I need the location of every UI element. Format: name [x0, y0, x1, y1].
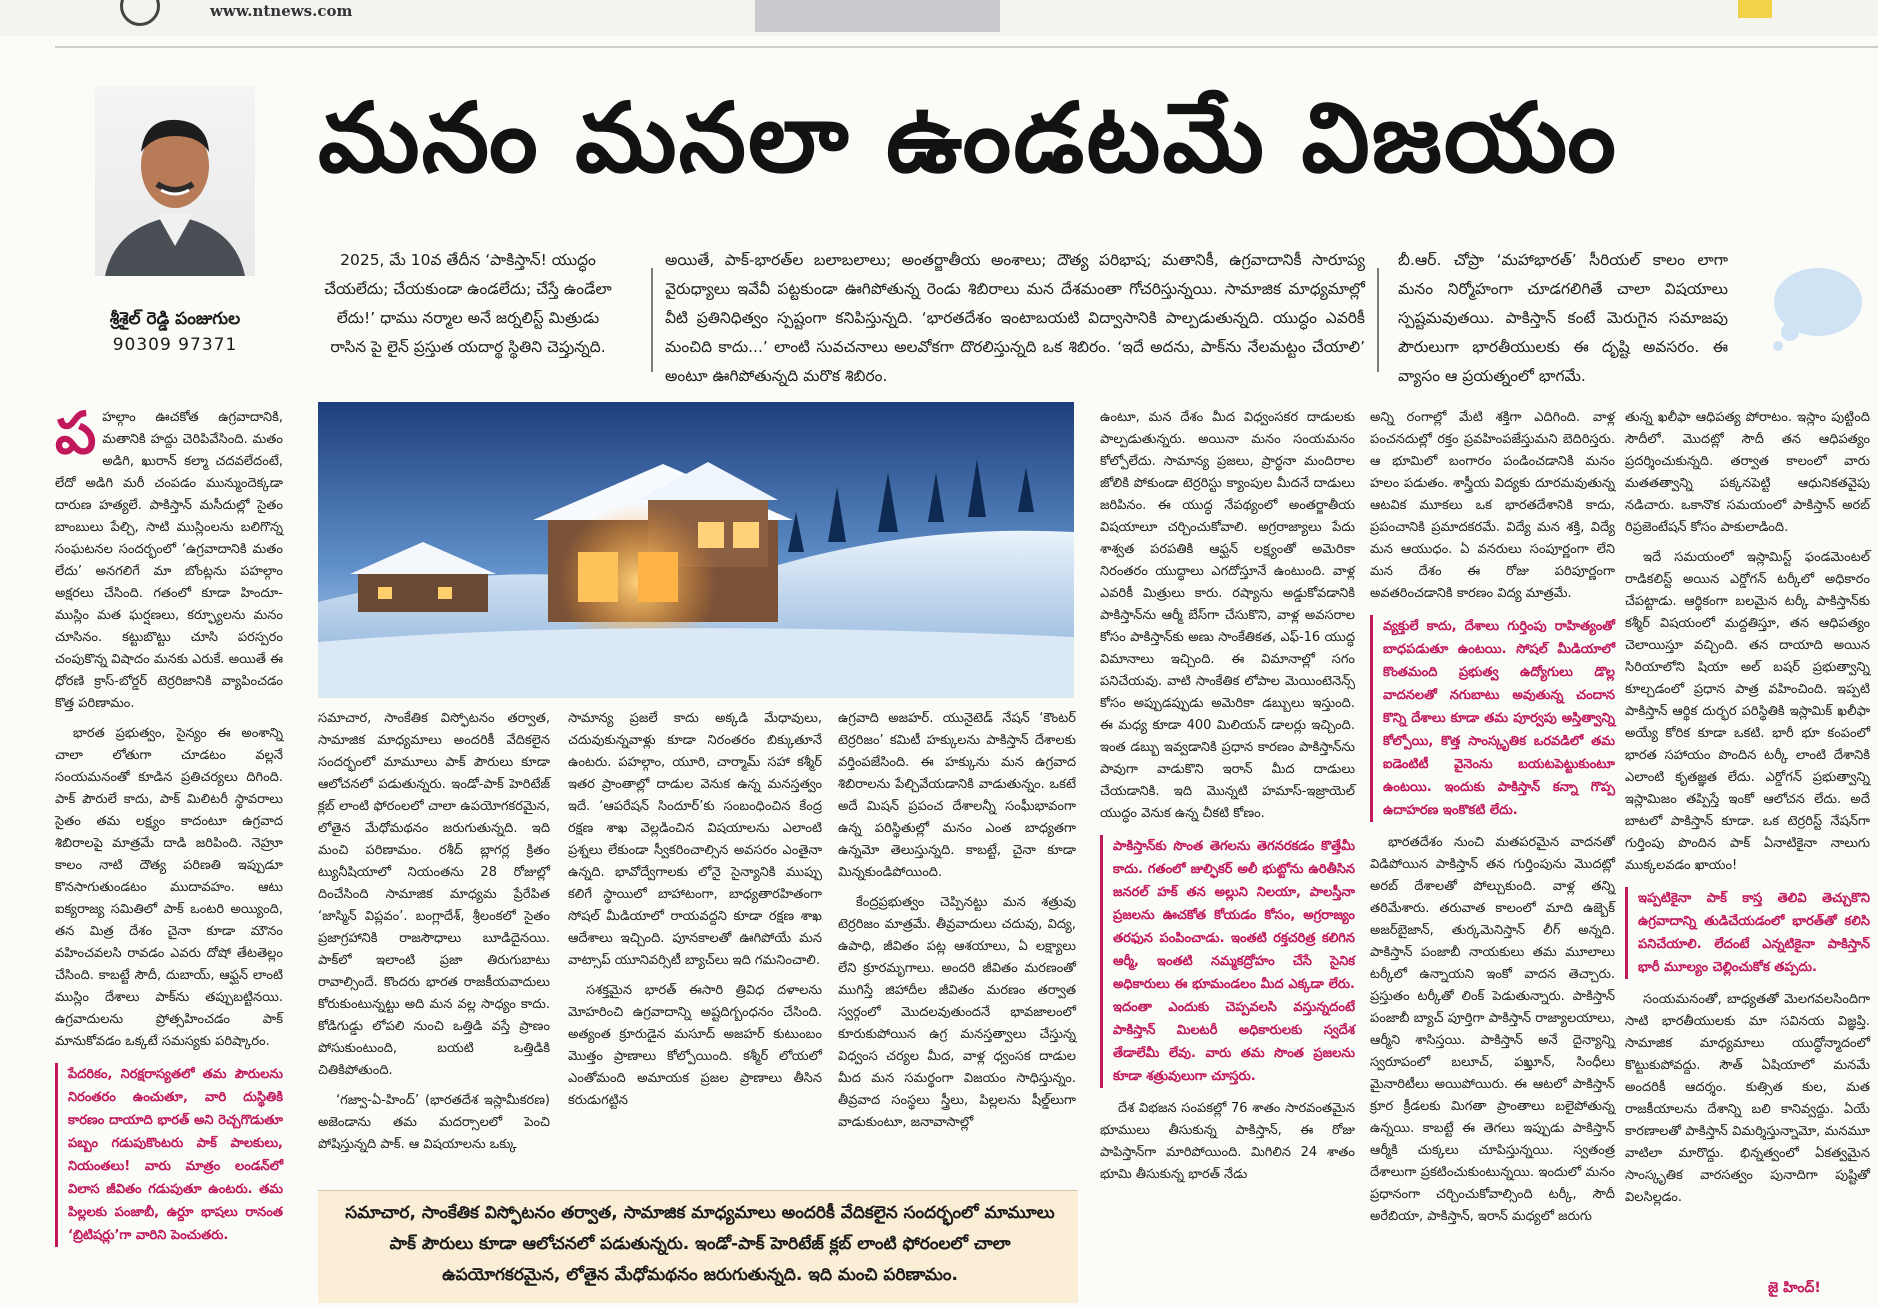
paragraph: భారతదేశం నుంచి మతపరమైన వాదనతో విడిపోయిన పాకిస్తాన్ తన గుర్తింపును మొదట్లో అరబ్ దేశాలతో పోల్చుకుంది. వాళ్ల తన్ని తరిమేశారు. తరువాత కాలంలో మాది ఉజ్బెక్ అజర్‌బైజాన్, తుర్కమెనిస్తాన్ లీగ్ అన్నది. పాకిస్తాన్ పంజాబీ నాయకులు తమ మూలాలు టర్కీలో ఉన్నాయని ఇంకో వాదన తెచ్చారు. ప్రస్తుతం టర్కీతో లింక్ పెడుతున్నారు. పాకిస్తాన్ పంజాబీ బ్యాచ్ పూర్తిగా పాకిస్తాన్ రాజ్యాలయాలు, ఆర్మీని శాసిస్తయి. పాకిస్తాన్ అనే దైన్యాన్ని స్వరూపంలో బలూచ్, పఖ్తూన్, సింధీలు మైనారిటీలు అయిపోయిరు. ఈ ఆటలో పాకిస్తాన్ క్రూర క్రీడలకు మిగతా ప్రాంతాలు బలైపోతున్న ఉన్నయి. కాబట్టే ఈ తెగలు ఇప్పుడు పాకిస్తాన్ ఆర్మీకి చుక్కలు చూపిస్తున్నయి. స్వతంత్ర దేశాలుగా ప్రకటించుకుంటున్నయి. ఇందులో మనం ప్రధానంగా చర్చించుకోవాల్సింది టర్కీ, సౌదీ అరేబియా, పాకిస్తాన్, ఇరాన్ మధ్యలో జరుగు: [1370, 835, 1615, 1224]
article-column-6: [1370, 407, 1615, 1236]
article-column-7: [1625, 407, 1870, 1217]
speech-bubble-icon: [1760, 262, 1870, 352]
paragraph: సమాచార, సాంకేతిక విస్ఫోటనం తర్వాత, సామాజిక మాధ్యమాలు అందరికీ వేదికలైన సందర్భంలో మామూలు పాక్ పౌరులు కూడా ఆలోచనలో పడుతున్నరు. ఇండో-పాక్ హెరిటేజ్ క్లబ్ లాంటి ఫోరంలలో చాలా ఉపయోగకరమైన, లోతైన మేధోమథనం జరుగుతున్నది. ఇది మంచి పరిణామం. రశీద్ బ్లాగర్ల క్రితం ట్యునీషియాలో నియంతను 28 రోజుల్లో దించేసింది సామాజిక మాధ్యమ ప్రేరేపిత ‘జాస్మిన్ విప్లవం’. బంగ్లాదేశ్, శ్రీలంకలో సైతం ప్రజాగ్రహానికి రాజసౌధాలు బూడిదైనయి. పాక్‌లో ఇలాంటి ప్రజా తిరుగుబాటు రావాల్సిందే. కొందరు భారత రాజకీయవాదులు కోరుకుంటున్నట్టు అది మన వల్ల సాధ్యం కాదు. కోడిగుడ్డు లోపలి నుంచి ఒత్తిడి వస్తే ప్రాణం పోసుకుంటుంది, బయటి ఒత్తిడికి చితికిపోతుంది.: [318, 711, 550, 1078]
paragraph: కేంద్రప్రభుత్వం చెప్పినట్టు మన శత్రువు టెర్రరిజం మాత్రమే. తీవ్రవాదులు చదువు, విద్య, ఉపాధి, జీవితం పట్ల ఆశయాలు, ఏ లక్ష్యాలు లేని క్రూరమృగాలు. అందరి జీవితం మరణంతో ముగిస్తే జిహాదీల జీవితం మరణం తర్వాత స్వర్గంలో మొదలవుతుందనే భావజాలంలో కూరుకుపోయిన ఉగ్ర మనస్తత్వాలు చేస్తున్న విధ్వంస చర్యల మీద, వాళ్ల ధ్వంసక దాడుల మీద మన సమర్థంగా విజయం సాధిస్తున్నం. తీవ్రవాద సంస్థలు స్త్రీలు, పిల్లలను షీల్డ్‌లుగా వాడుకుంటూ, జనావాసాల్లో: [838, 895, 1076, 1130]
paragraph: సంయమనంతో, బాధ్యతతో మెలగవలసిందిగా సాటి భారతీయులకు మా సవినయ విజ్ఞప్తి. సామాజిక మాధ్యమాలు యుద్ధోన్మాదంలో కొట్టుకుపోవద్దు. సౌత్ ఏషియాలో మనమే అందరికీ ఆదర్శం. కుత్సిత కుల, మత రాజకీయాలను దేశాన్ని బలి కానివ్వద్దు. ఏయే కారణాలతో పాకిస్తాన్ విమర్శిస్తున్నామో, మనమూ వాటిలా మారొద్దు. భిన్నత్వంలో ఏకత్వమైన సాంస్కృతిక వారసత్వం పునాదిగా పుష్టితో విలసిల్లడం.: [1625, 992, 1870, 1205]
author-portrait-icon: [95, 86, 255, 276]
paragraph: సశక్తమైన భారత్ ఈసారి త్రివిధ దళాలను మోహరించి ఉగ్రవాదాన్ని అష్టదిగ్బంధనం చేసింది. అత్యంత క్రూరుడైన మసూద్ అజహర్ కుటుంబం మొత్తం ప్రాణాలు కోల్పోయింది. కశ్మీర్ లోయలో ఎంతోమంది అమాయక ప్రజల ప్రాణాలు తీసిన కరుడుగట్టిన: [568, 983, 822, 1108]
dropcap: ప: [55, 399, 97, 467]
pull-quote: వ్యక్తులే కాదు, దేశాలు గుర్తింపు రాహిత్యంతో బాధపడుతూ ఉంటయి. సోషల్ మీడియాలో కొంతమంది ప్రభుత్వ ఉద్యోగులు డొల్ల వాదనలతో నగుబాటు అవుతున్న చందాన కొన్ని దేశాలు కూడా తమ పూర్వపు అస్తిత్వాన్ని కోల్పోయి, కొత్త సాంస్కృతిక ఒరవడిలో తమ ఐడెంటిటీ వైనెంను బయటపెట్టుకుంటూ ఉంటయి. ఇందుకు పాకిస్తాన్ కన్నా గొప్ప ఉదాహరణ ఇంకొకటి లేదు.: [1370, 615, 1615, 822]
article-column-3: [568, 708, 822, 1120]
paragraph: ఇదే సమయంలో ఇస్లామిస్ట్ ఫండమెంటల్ రాడికలిస్ట్ అయిన ఎర్డోగన్ టర్కీలో అధికారం చేపట్టాడు. ఆర్థికంగా బలమైన టర్కీ పాకిస్తాన్‌కు కశ్మీర్ విషయంలో మద్దతిస్తూ, తన ఆధిపత్యం చెలాయిస్తూ వచ్చింది. తన దాయాది అయిన సిరియాలోని షియా అల్ బషర్ ప్రభుత్వాన్ని కూల్చడంలో ప్రధాన పాత్ర వహించింది. ఇప్పటి పాకిస్తాన్ ఆర్థిక దుర్భర పరిస్థితికి ఇస్లామిక్ ఖలీఫా అయ్యే కోరిక కూడా ఒకటి. భారీ భూ కంపంలో భారత సహాయం పొందిన టర్కీ లాంటి దేశానికి ఎలాంటి కృతజ్ఞత లేదు. ఎర్డోగన్ ప్రభుత్వాన్ని ఇస్లామిజం తప్పిస్తే ఇంకో ఆలోచన లేదు. అదే బాటలో పాకిస్తాన్ కూడా. ఒక టెర్రరిస్ట్ నేషన్‌గా గుర్తింపు పొందిన పాక్ ఏనాటికైనా నాలుగు ముక్కలవడం ఖాయం!: [1625, 550, 1870, 873]
article-column-4: [838, 708, 1076, 1142]
paragraph: ఉంటూ, మన దేశం మీద విధ్వంసకర దాడులకు పాల్పడుతున్నరు. అయినా మనం సంయమనం కోల్పోలేదు. సామాన్య ప్రజలు, ప్రార్థనా మందిరాల జోలికి పోకుండా టెర్రరిస్టు క్యాంపుల మీదనే దాడులు జరిపినం. ఈ యుద్ధ నేపథ్యంలో అంతర్జాతీయ విషయాలూ చర్చించుకోవాలి. అగ్రరాజ్యాలు పేదు శాశ్వత పరపతికి ఆఫ్ఘన్ లక్ష్యంతో అమెరికా నిరంతరం యుద్ధాలు ఎగదోస్తూనే ఉంటుంది. వాళ్ల ఎవరికీ మిత్రులు కారు. రష్యాను అడ్డుకోవడానికి పాకిస్తాన్‌ను ఆర్మీ బేస్‌గా చేసుకొని, వాళ్ల అవసరాల కోసం పాకిస్తాన్‌కు అణు సాంకేతికత, ఎఫ్-16 యుద్ధ విమానాలు ఇచ్చింది. ఈ విమానాల్లో సగం పనిచేయవు. వాటి సాంకేతిక లోపాల మెయింటెనెన్స్ కోసం అప్పుడప్పుడు అమెరికా డబ్బులు ఇస్తుంది. ఈ మధ్య కూడా 400 మిలియన్ డాలర్లు ఇచ్చింది. ఇంత డబ్బు ఇవ్వడానికి ప్రధాన కారణం పాకిస్తాన్‌ను పావుగా వాడుకొని ఇరాన్ మీద దాడులు చేయడానికి. ఇది మొన్నటి హమాస్-ఇజ్రాయెల్ యుద్ధం వెనుక ఉన్న చీకటి కోణం.: [1100, 410, 1355, 821]
pull-quote: పేదరికం, నిరక్షరాస్యతలో తమ పౌరులను నిరంతరం ఉంచుతూ, వారి దుస్థితికి కారణం దాయాది భారత్ అని రెచ్చగొడుతూ పబ్బం గడుపుకొంటరు పాక్ పాలకులు, నియంతలు! వారు మాత్రం లండన్‌లో విలాస జీవితం గడుపుతూ ఉంటరు. తమ పిల్లలకు పంజాబీ, ఉర్దూ భాషలు రానంత ‘బ్రిటిషర్లు’గా వారిని పెంచుతరు.: [55, 1063, 283, 1247]
paragraph: ‘గజ్వా-ఏ-హింద్’ (భారతదేశ ఇస్లామీకరణ) అజెండాను తమ మదర్సాలలో పెంచి పోషిస్తున్నది పాక్. ఆ విషయాలను ఒక్కు: [318, 1093, 550, 1152]
article-column-1: [55, 399, 283, 1257]
top-divider: [55, 46, 1878, 48]
deck-paragraph-2: అయితే, పాక్-భారత్‌ల బలాబలాలు; అంతర్జాతీయ అంశాలు; దౌత్య పరిభాష; మతానికీ, ఉగ్రవాదానికీ సారూప్య వైరుధ్యాలు ఇవేవీ పట్టకుండా ఊగిపోతున్న రెండు శిబిరాలు మన దేశమంతా గోచరిస్తున్నయి. సామాజిక మాధ్యమాల్లో వీటి ప్రతినిధిత్వం స్పష్టంగా కనిపిస్తున్నది. ‘భారతదేశం ఇంటాబయటి విద్వాసానికి పాల్పడుతున్నది. యుద్ధం ఎవరికీ మంచిది కాదు...’ లాంటి సువచనాలు అలవోకగా దొరలిస్తున్నది ఒక శిబిరం. ‘ఇదే అదను, పాక్‌ను నేలమట్టం చేయాలి’ అంటూ ఊగిపోతున్నది మరొక శిబిరం.: [665, 251, 1365, 385]
paragraph: తున్న ఖలీఫా ఆధిపత్య పోరాటం. ఇస్లాం పుట్టింది సౌదీలో. మొదట్లో సౌదీ తన ఆధిపత్యం ప్రదర్శించుకున్నది. తర్వాత కాలంలో వారు మతతత్వాన్ని పక్కనపెట్టి ఆధునికతవైపు నడిచారు. ఒకానొక సమయంలో పాకిస్తాన్ అరబ్ రిప్రజెంటేషన్ కోసం పాకులాడింది.: [1625, 410, 1870, 535]
masthead-band: [755, 0, 1000, 32]
paragraph: ఉగ్రవాది అజహర్. యునైటెడ్ నేషన్ ‘కౌంటర్ టెర్రరిజం’ కమిటీ హక్కులను పాకిస్తాన్ దేశాలకు వర్తింపజేసింది. ఈ హక్కును మన ఉగ్రవాద శిబిరాలను పేల్చివేయడానికి వాడుతున్నం. ఒకటే అదే మిషన్ ప్రపంచ దేశాలన్నీ సంఘీభావంగా ఉన్న పరిస్థితుల్లో మనం ఎంత బాధ్యతగా ఉన్నమో తెలుస్తున్నది. కాబట్టే, చైనా కూడా మిన్నకుండిపోయింది.: [838, 711, 1076, 880]
paragraph: అన్ని రంగాల్లో మేటి శక్తిగా ఎదిగింది. వాళ్ల పంచనదుల్లో రక్తం ప్రవహింపజేస్తుమని బెదిరిస్తరు. ఆ భూమిలో బంగారం పండించడానికి మనం హలం పడుతం. శాస్త్రీయ విద్యకు దూరమవుతున్న ఆటవిక మూకలు ఒక భారతదేశానికి కాదు, ప్రపంచానికి ప్రమాదకరమే. విద్యే మన శక్తి, విద్యే మన ఆయుధం. ఏ వనరులు సంపూర్ణంగా లేని మన దేశం ఈ రోజు పరిపూర్ణంగా అవతరించడానికి కారణం విద్య మాత్రమే.: [1370, 410, 1615, 601]
pull-quote: పాకిస్తాన్‌కు సొంత తెగలను తెగనరకడం కొత్తేమీ కాదు. గతంలో జుల్ఫికర్ అలీ భుట్టోను ఉరితీసిన జనరల్ హక్ తన అల్లుని నిలయా, పాలస్తీనా ప్రజలను ఊచకోత కోయడం కోసం, అగ్రరాజ్యం తరఫున పంపించాడు. ఇంతటి రక్తచరిత్ర కలిగిన ఆర్మీ, ఇంతటి నమ్మకద్రోహం చేసే సైనిక అధికారులు ఈ భూమండలం మీద ఎక్కడా లేరు. ఇదంతా ఎందుకు చెప్పవలసి వస్తున్నదంటే పాకిస్తాన్ మిలటరీ అధికారులకు స్వదేశ తేడాలేమీ లేవు. వారు తమ సొంత ప్రజలను కూడా శత్రువులుగా చూస్తరు.: [1100, 835, 1355, 1088]
author-phone: 90309 97371: [112, 335, 238, 355]
article-column-5: [1100, 407, 1355, 1194]
paragraph: సామాన్య ప్రజలే కాదు అక్కడి మేధావులు, చదువుకున్నవాళ్లు కూడా నిరంతరం బిక్కుతూనే ఉంటరు. పహల్గాం, యూరి, చార్మామ్ సహా కశ్మీర్ ఇతర ప్రాంతాల్లో దాడుల వెనుక ఉన్న మనస్తత్వం ఇదే. ‘ఆపరేషన్ సిందూర్’కు సంబంధించిన కేంద్ర రక్షణ శాఖ వెల్లడించిన విషయాలను ఎలాంటి ప్రశ్నలు లేకుండా స్వీకరించాల్సిన అవసరం ఎంతైనా ఉన్నది. భావోద్వేగాలకు లోనై సైన్యానికి ముప్పు కలిగే స్థాయిలో బాహాటంగా, బాధ్యతారహితంగా సోషల్ మీడియాలో రాయవద్దని కూడా రక్షణ శాఖ ఆదేశాలు ఇచ్చింది. పూనకాలతో ఊగిపోయే మన వాట్సాప్ యూనివర్సిటీ బ్యాచ్‌లు ఇది గమనించాలి.: [568, 711, 822, 968]
snow-chalet-photo-icon: [318, 402, 1074, 698]
deck-paragraph-3: బీ.ఆర్. చోప్రా ‘మహాభారత్’ సీరియల్ కాలం లాగా మనం నిర్మోహంగా చూడగలిగితే చాలా విషయాలు స్పష్టమవుతయి. పాకిస్తాన్ కంటే మెరుగైన సమాజపు పౌరులుగా భారతీయులకు ఈ దృష్టి అవసరం. ఈ వ్యాసం ఆ ప్రయత్నంలో భాగమే.: [1398, 251, 1728, 385]
article-photo: [318, 402, 1074, 698]
article-column-2: [318, 708, 550, 1164]
article-headline: మనం మనలా ఉండటమే విజయం: [318, 82, 1618, 194]
masthead-ad-fragment: [1738, 0, 1772, 18]
highlight-quote: సమాచార, సాంకేతిక విస్ఫోటనం తర్వాత, సామాజిక మాధ్యమాలు అందరికీ వేదికలైన సందర్భంలో మామూలు పాక్ పౌరులు కూడా ఆలోచనలో పడుతున్నరు. ఇండో-పాక్ హెరిటేజ్ క్లబ్ లాంటి ఫోరంలలో చాలా ఉపయోగకరమైన, లోతైన మేధోమథనం జరుగుతున్నది. ఇది మంచి పరిణామం.: [345, 1203, 1055, 1285]
paragraph: దేశ విభజన సంపకల్లో 76 శాతం సారవంతమైన భూములు తీసుకున్న పాకిస్తాన్, ఈ రోజు పాపిస్తాన్‌గా మారిపోయింది. మిగిలిన 24 శాతం భూమి తీసుకున్న భారత్ నేడు: [1100, 1101, 1355, 1182]
author-name: శ్రీశైల్ రెడ్డి పంజుగుల: [109, 309, 241, 329]
author-photo: [95, 86, 255, 276]
deck-divider: [1377, 268, 1379, 372]
deck-divider: [651, 268, 653, 372]
article-signoff: జై హింద్!: [1768, 1280, 1821, 1296]
deck-paragraph-1: 2025, మే 10వ తేదీన ‘పాకిస్తాన్! యుద్ధం చేయలేదు; చేయకుండా ఉండలేదు; చేస్తే ఉండేలా లేదు!’ ధాము నర్మాల అనే జర్నలిస్ట్ మిత్రుడు రాసిన పై లైన్ ప్రస్తుత యదార్థ స్థితిని చెప్తున్నది.: [324, 251, 612, 356]
pull-quote: ఇప్పటికైనా పాక్ కాస్త తెలివి తెచ్చుకొని ఉగ్రవాదాన్ని తుడిచేయడంలో భారత్‌తో కలిసి పనిచేయాలి. లేదంటే ఎన్నటికైనా పాకిస్తాన్ భారీ మూల్యం చెల్లించుకోక తప్పదు.: [1625, 887, 1870, 979]
paragraph: భారత ప్రభుత్వం, సైన్యం ఈ అంశాన్ని చాలా లోతుగా చూడటం వల్లనే సంయమనంతో కూడిన ప్రతిచర్యలు దిగింది. పాక్ పౌరులే కాదు, పాక్ మిలిటరీ స్థావరాలు సైతం తమ లక్ష్యం కాదంటూ ఉగ్రవాద శిబిరాలపై మాత్రమే దాడి జరిపింది. నెహ్రూ కాలం నాటి దౌత్య పరిణతి ఇప్పుడూ కొనసాగుతుండటం ముదావహం. ఆటు ఐక్యరాజ్య సమితిలో పాక్ ఒంటరి అయ్యింది, తన మిత్ర దేశం చైనా కూడా మౌనం వహించవలసి రావడం ఎవరు దోషో తేటతెల్లం చేసింది. కాబట్టే సౌదీ, దుబాయ్, ఆఫ్ఘన్ లాంటి ముస్లిం దేశాలు పాక్‌ను తప్పుబట్టినయి. ఉగ్రవాదులను ప్రోత్సహించడం పాక్ మానుకోవడం ఒక్కటే సమస్యకు పరిష్కారం.: [55, 726, 283, 1049]
site-url: www.ntnews.com: [210, 2, 353, 20]
paragraph: హల్గాం ఊచకోత ఉగ్రవాదానికి, మతానికి హద్దు చెరిపివేసింది. మతం అడిగి, ఖురాన్ కల్మా చదవలేదంటే, లేదో అడిగి మరీ చంపడం మున్ముందెక్కడా దారుణ హత్యలే. పాకిస్తాన్ మసీదుల్లో సైతం బాంబులు పేల్చి, సాటి ముస్లింలను బలిగొన్న సంఘటనల సందర్భంలో ‘ఉగ్రవాదానికి మతం లేదు’ అనగలిగే మా బోంట్లను పహల్గాం అక్షరలు చేసింది. గతంలో కూడా హిందూ-ముస్లిం మత ఘర్షణలు, కర్ఫ్యూలను మనం చూసినం. కట్టుబొట్టు చూసి పరస్పరం చంపుకొన్న విషాదం మనకు ఎరుకే. అయితే ఈ ధోరణి క్రాస్-బోర్డర్ టెర్రరిజానికి వ్యాపించడం కొత్త పరిణామం.: [55, 410, 283, 711]
